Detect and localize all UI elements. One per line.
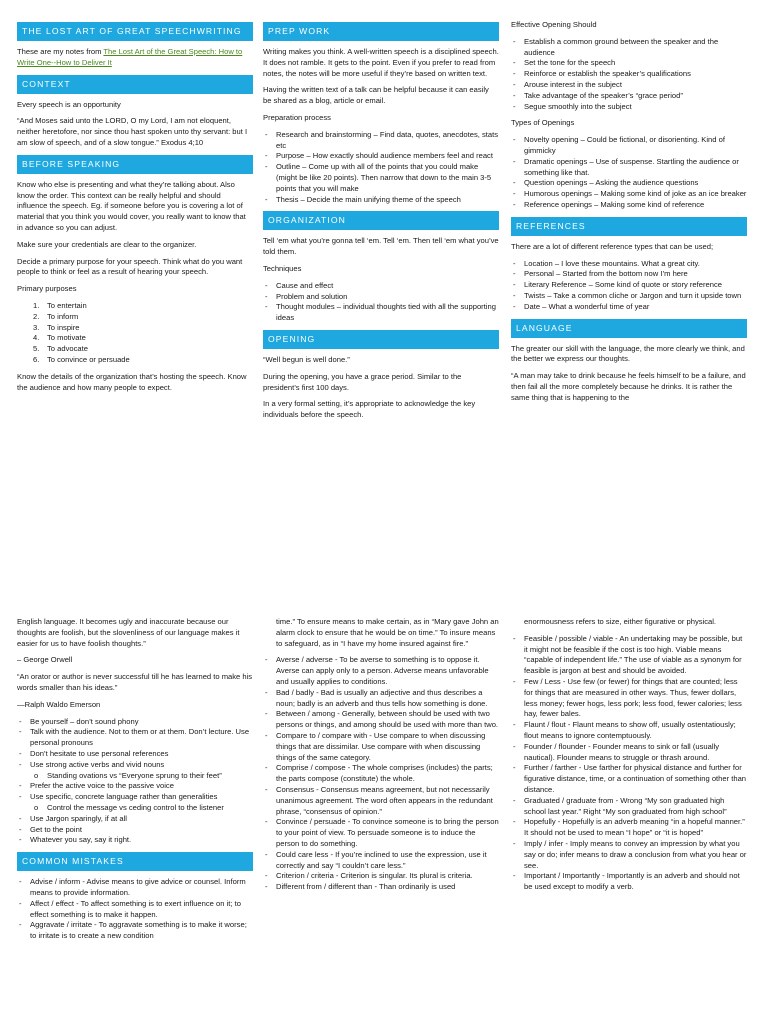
opening-quote: “Well begun is well done.” [263, 354, 350, 364]
list-item: - Use specific, concrete language rather than generalities [17, 792, 253, 803]
section-heading-organization: ORGANIZATION [263, 211, 499, 230]
column-1 [17, 617, 253, 948]
list-item: - Affect / effect - To affect something is to exert influence on it; to effect something is to make it happen. [17, 899, 253, 921]
list-item: - Further / farther - Use farther for physical distance and further for figurative distance, time, or a continuation of something other than distance. [511, 763, 747, 795]
language-p1: The greater our skill with the language, the more clearly we think, and the better we express our thoughts. [511, 343, 745, 364]
list-item: - Set the tone for the speech [511, 58, 747, 69]
list-item: - Compare to / compare with - Use compare to when discussing things that are dissimilar. Use compare with when discussing things of the same category. [263, 731, 499, 763]
list-item: 6. To convince or persuade [33, 354, 130, 364]
section-heading-language: LANGUAGE [511, 319, 747, 338]
list-item-text: To motivate [47, 333, 86, 343]
enormity-continued: enormousness refers to size, either figurative or physical. [524, 617, 717, 626]
process-label: Preparation process [263, 112, 331, 122]
mistakes-list-col2 [263, 655, 499, 893]
before-speaking-p3: Decide a primary purpose for your speech. Think what do you want people to think or feel as a result of hearing your speech. [17, 256, 243, 277]
list-item: - Few / Less - Use few (or fewer) for things that are counted; less for things that are measured in other ways. Thus, fewer dollars, less money; fewer hogs, less pork; less food, fewer calories; less hay, fewer bales. [511, 677, 747, 720]
section-heading-before-speaking: BEFORE SPEAKING [17, 155, 253, 174]
effective-opening-list [511, 37, 747, 113]
emerson-quote: “An orator or author is never successful till he has learned to make his words smaller than his ideas.” [17, 672, 253, 692]
list-item-text: To convince or persuade [47, 354, 130, 364]
list-item: - Averse / adverse - To be averse to something is to oppose it. Averse can apply only to a person. Adverse means unfavorable and usually applies to conditions. [263, 655, 499, 687]
list-item: - Arouse interest in the subject [511, 80, 747, 91]
list-item-text: To inform [47, 311, 79, 321]
types-list [511, 135, 747, 211]
list-item: - Be yourself – don’t sound phony [17, 717, 253, 728]
mistakes-list-col1 [17, 877, 253, 942]
list-item: - Criterion / criteria - Criterion is singular. Its plural is criteria. [263, 871, 499, 882]
list-subitem: o Control the message vs ceding control to the listener [17, 803, 253, 814]
purposes-label: Primary purposes [17, 284, 77, 294]
techniques-label: Techniques [263, 263, 302, 273]
language-tips-list [17, 717, 253, 847]
list-item: - Talk with the audience. Not to them or at them. Don’t lecture. Use personal pronouns [17, 727, 253, 749]
list-item: - Dramatic openings – Use of suspense. Startling the audience or something like that. [511, 157, 747, 179]
section-heading-prep-work: PREP WORK [263, 22, 499, 41]
opening-p3: In a very formal setting, it’s appropriate to acknowledge the key individuals before the speech. [263, 399, 476, 420]
list-item: - Take advantage of the speaker’s “grace period” [511, 91, 747, 102]
list-item: - Cause and effect [263, 281, 499, 292]
list-item: - Reinforce or establish the speaker’s qualifications [511, 69, 747, 80]
effective-opening-label: Effective Opening Should [511, 20, 597, 29]
purposes-list [17, 301, 253, 366]
prep-work-p1: Writing makes you think. A well-written speech is a disciplined speech. It does not ramble. It gets to the point. Even if you prefer to read from notes, the notes will be more useful if they’re based on written text. [263, 47, 499, 78]
list-item: - Humorous openings – Making some kind of joke as an ice breaker [511, 189, 747, 200]
list-item: - Novelty opening – Could be fictional, or disorienting. Kind of gimmicky [511, 135, 747, 157]
references-p1: There are a lot of different reference types that can be used; [511, 241, 714, 251]
list-item: - Establish a common ground between the speaker and the audience [511, 37, 747, 59]
source-link[interactable]: The Lost Art of the Great Speech: How to Write One--How to Deliver It [17, 47, 243, 67]
list-item: - Purpose – How exactly should audience members feel and react [263, 151, 499, 162]
organization-p1: Tell ‘em what you’re gonna tell ‘em. Tell ‘em. Then tell ‘em what you’ve told them. [263, 236, 499, 257]
list-item: - Different from / different than - Than ordinarily is used [263, 882, 499, 893]
list-item: - Use strong active verbs and vivid nouns [17, 760, 253, 771]
list-item: - Twists – Take a common cliche or Jargon and turn it upside town [511, 291, 747, 302]
list-item: - Could care less - If you’re inclined to use the expression, use it correctly and say “I couldn’t care less.” [263, 850, 499, 872]
context-quote: “And Moses said unto the LORD, O my Lord, I am not eloquent, neither heretofore, nor since thou hast spoken unto thy servant: but I am slow of speech, and of a slow tongue.” Exodus 4;10 [17, 116, 248, 147]
list-item: - Founder / flounder - Founder means to sink or fall (usually nautical). Flounder means to struggle or thrash around. [511, 742, 747, 764]
column-2 [263, 617, 499, 899]
list-item: 5. To advocate [33, 344, 88, 354]
list-item: - Feasible / possible / viable - An undertaking may be possible, but it might not be feasible if the cost is too high. Viable means “capable of independent life.” The use of viable as a synonym for feasible is jargon at best and should be avoided. [511, 634, 747, 677]
list-item: - Literary Reference – Some kind of quote or story reference [511, 280, 747, 291]
prep-work-p2: Having the written text of a talk can be helpful because it can easily be shared as a blog, article or email. [263, 85, 489, 106]
list-item: - Personal – Started from the bottom now I’m here [511, 269, 747, 280]
list-item: - Aggravate / irritate - To aggravate something is to make it worse; to irritate is to create a new condition [17, 920, 253, 942]
list-item: - Date – What a wonderful time of year [511, 302, 747, 313]
before-speaking-p4: Know the details of the organization that’s hosting the speech. Know the audience and how many people to expect. [17, 371, 247, 392]
list-item: - Outline – Come up with all of the points that you could make (might be like 20 points). Then narrow that down to the main 3-5 points that you will make [263, 162, 499, 194]
list-item: - Convince / persuade - To convince someone is to bring the person to your point of view. To persuade someone is to induce the person to do something. [263, 817, 499, 849]
techniques-list [263, 281, 499, 324]
ensure-insure-continued: time.” To ensure means to make certain, as in “Mary gave John an alarm clock to ensure that he would be on time.” To insure means to safeguard, as in “I have my home insured against fire.” [276, 617, 499, 648]
list-item: - Get to the point [17, 825, 253, 836]
list-item: - Consensus - Consensus means agreement, but not necessarily unanimous agreement. The word often appears in the redundant phrase, “consensus of opinion.” [263, 785, 499, 817]
opening-p2: During the opening, you have a grace period. Similar to the president’s first 100 days. [263, 371, 462, 392]
list-item: - Important / Importantly - Importantly is an adverb and should not be used except to modify a verb. [511, 871, 747, 893]
list-item: 2. To inform [33, 311, 79, 321]
orwell-quote-continued: English language. It becomes ugly and inaccurate because our thoughts are foolish, but the slovenliness of our language makes it easier for us to have foolish thoughts.” [17, 617, 240, 648]
list-subitem: o Standing ovations vs “Everyone sprung to their feet” [17, 771, 253, 782]
list-item: - Bad / badly - Bad is usually an adjective and thus describes a noun; badly is an adverb and thus tells how something is done. [263, 688, 499, 710]
list-item: - Question openings – Asking the audience questions [511, 178, 747, 189]
column-3 [511, 20, 747, 410]
types-label: Types of Openings [511, 118, 575, 128]
before-speaking-p2: Make sure your credentials are clear to the organizer. [17, 239, 197, 249]
list-item: - Thesis – Decide the main unifying theme of the speech [263, 195, 499, 206]
orwell-attribution: – George Orwell [17, 655, 73, 665]
list-item: - Whatever you say, say it right. [17, 835, 253, 846]
list-item: - Comprise / compose - The whole comprises (includes) the parts; the parts compose (constitute) the whole. [263, 763, 499, 785]
list-item: - Research and brainstorming – Find data, quotes, anecdotes, stats etc [263, 130, 499, 152]
list-item: - Advise / inform - Advise means to give advice or counsel. Inform means to provide information. [17, 877, 253, 899]
document-title: THE LOST ART OF GREAT SPEECHWRITING [17, 22, 253, 41]
section-heading-context: CONTEXT [17, 75, 253, 94]
context-p1: Every speech is an opportunity [17, 99, 121, 109]
list-item: - Imply / infer - Imply means to convey an impression by what you say or do; infer means to draw a conclusion from what you hear or see. [511, 839, 747, 871]
list-item-text: To inspire [47, 322, 80, 332]
list-item: - Use Jargon sparingly, if at all [17, 814, 253, 825]
list-item: - Location – I love these mountains. What a great city. [511, 259, 747, 270]
before-speaking-p1: Know who else is presenting and what they’re talking about. Also know the order. This context can be really helpful and should influence the speech. Eg. if someone before you is covering a lot of material that you think you would cover, you really want to know that in advance so you can adjust. [17, 179, 246, 232]
list-item: - Hopefully - Hopefully is an adverb meaning “in a hopeful manner.” It should not be used to mean “I hope” or “it is hoped” [511, 817, 747, 839]
section-heading-opening: OPENING [263, 330, 499, 349]
list-item: 1. To entertain [33, 300, 87, 310]
mistakes-list-col3 [511, 634, 747, 893]
intro-paragraph [17, 47, 253, 69]
document-page-2 [0, 512, 768, 1024]
list-item: - Prefer the active voice to the passive voice [17, 781, 253, 792]
section-heading-references: REFERENCES [511, 217, 747, 236]
list-item-text: To entertain [47, 300, 87, 310]
emerson-attribution: —Ralph Waldo Emerson [17, 699, 101, 709]
list-item: - Segue smoothly into the subject [511, 102, 747, 113]
column-3 [511, 617, 747, 899]
section-heading-common-mistakes: COMMON MISTAKES [17, 852, 253, 871]
list-item: - Reference openings – Making some kind of reference [511, 200, 747, 211]
language-quote: “A man may take to drink because he feels himself to be a failure, and then fail all the more completely because he drinks. It is rather the same thing that is happening to the [511, 371, 746, 402]
list-item: - Between / among - Generally, between should be used with two persons or things, and among should be used with more than two. [263, 709, 499, 731]
column-1 [17, 22, 253, 399]
list-item: - Thought modules – individual thoughts tied with all the supporting ideas [263, 302, 499, 324]
list-item-text: To advocate [47, 344, 88, 354]
list-item: - Graduated / graduate from - Wrong “My son graduated high school last year.” Right “My son graduated from high school” [511, 796, 747, 818]
process-list [263, 130, 499, 206]
intro-text: These are my notes from [17, 47, 104, 56]
list-item: - Flaunt / flout - Flaunt means to show off, usually ostentatiously; flout means to ignore contemptuously. [511, 720, 747, 742]
list-item: 3. To inspire [33, 322, 80, 332]
references-list [511, 259, 747, 313]
list-item: - Don’t hesitate to use personal references [17, 749, 253, 760]
column-2 [263, 22, 499, 427]
list-item: - Problem and solution [263, 292, 499, 303]
list-item: 4. To motivate [33, 333, 86, 343]
